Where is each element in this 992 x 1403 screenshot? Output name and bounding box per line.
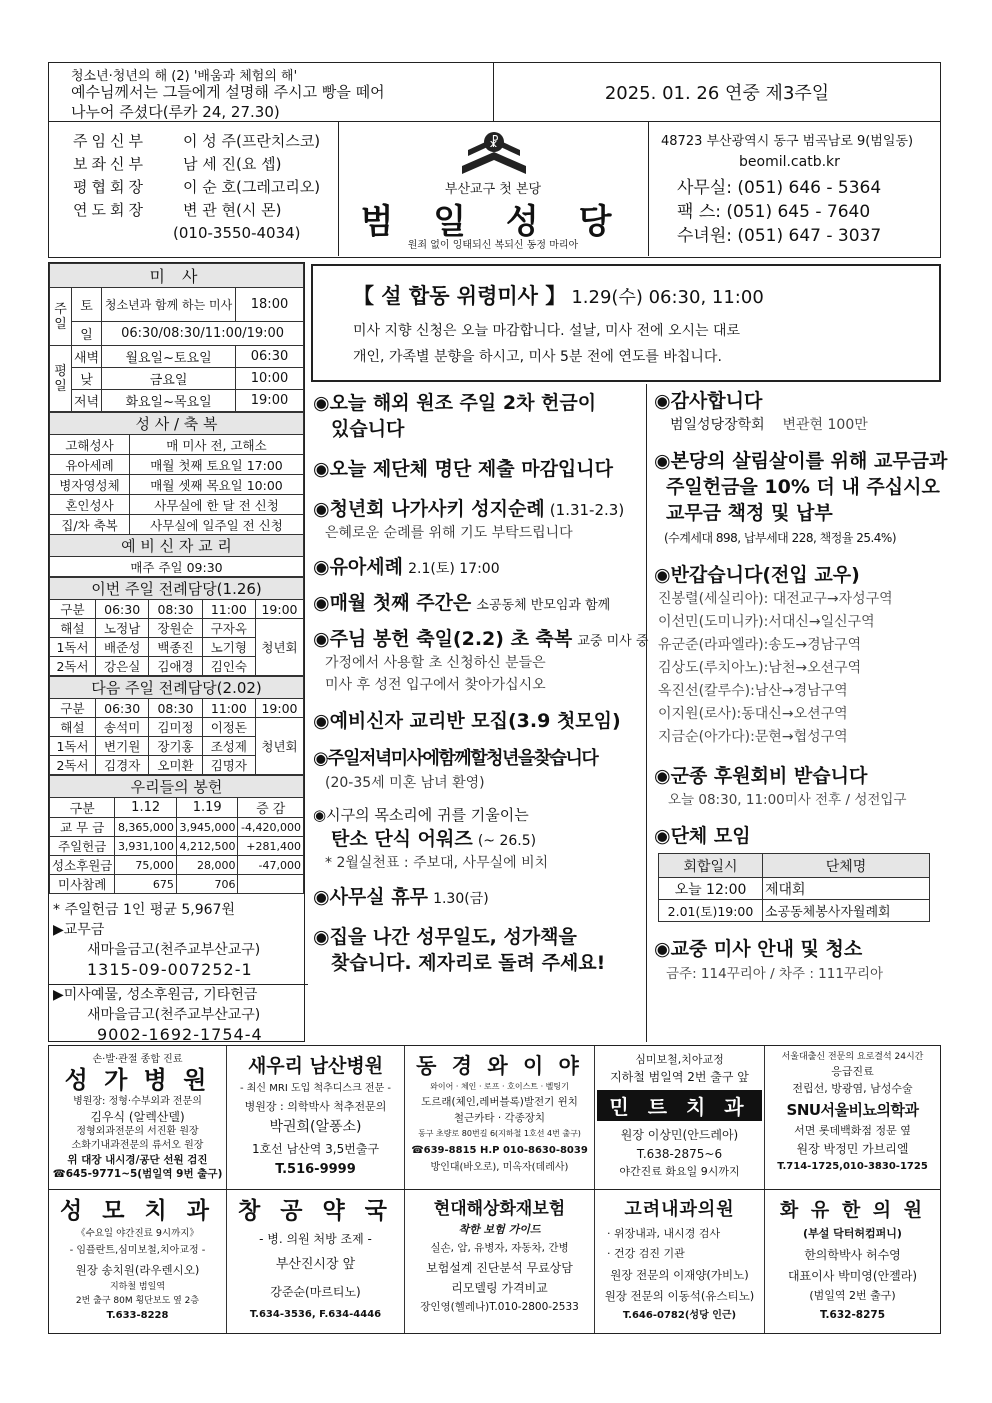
ad-line: 정형외과전문의 서진환 원장 — [76, 1126, 199, 1137]
staff-row: 주임신부 이 성 주(프란치스코) — [73, 132, 321, 150]
liturgy-next-title: 다음 주일 전례담당(2.02) — [50, 677, 304, 699]
feature-body: 미사 지향 신청은 오늘 마감합니다. 설날, 미사 전에 오시는 대로 — [353, 323, 741, 339]
news-left-column — [311, 384, 647, 1042]
fax-number: 팩 스: (051) 645 - 7640 — [677, 202, 871, 222]
address: 48723 부산광역시 동구 범곡남로 9(범일동) — [661, 134, 914, 149]
new-members-list — [654, 588, 941, 749]
ad-line: · 위장내과, 내시경 검사 — [607, 1227, 721, 1240]
ad-line: 위 대장 내시경/공단 선원 검진 — [67, 1154, 208, 1166]
contact-block — [649, 122, 940, 256]
saturday-time: 18:00 — [236, 288, 304, 322]
feature-when: 1.29(수) 06:30, 11:00 — [571, 287, 764, 308]
ad-line: 강준순(마르티노) — [270, 1285, 361, 1299]
bank-label: ▶교무금 — [53, 922, 105, 938]
table-cell: 김경자 — [96, 756, 149, 775]
col-header: 19:00 — [256, 699, 304, 718]
col-header: 구분 — [50, 798, 115, 818]
days: 화요일~목요일 — [102, 390, 236, 412]
motto-box — [49, 63, 494, 121]
notice-heading: ◉감사합니다 — [654, 390, 763, 412]
table-cell: 해설 — [50, 718, 96, 737]
table-cell: 1독서 — [50, 638, 96, 657]
notice-sub: (~ 26.5) — [477, 833, 537, 849]
thanks-org: 범일성당장학회 — [670, 417, 765, 433]
ad-name: 성 모 치 과 — [60, 1198, 215, 1224]
verse-ref: 나누어 주셨다(루카 24, 27.30) — [71, 103, 280, 121]
table-cell: 675 — [115, 875, 177, 894]
ads-row-1 — [48, 1045, 941, 1190]
table-cell: 강은실 — [96, 657, 149, 676]
ad-line: 철근카타 · 각종장치 — [453, 1112, 546, 1124]
ad-name: 고려내과의원 — [624, 1199, 735, 1220]
ad-line: 와이어 · 체인 · 로프 · 호이스트 · 벨팅기 — [430, 1082, 569, 1091]
notice-heading: ◉청년회 나가사키 성지순례 — [313, 498, 545, 520]
table-cell: 미사참례 — [50, 875, 115, 894]
time: 06:30 — [236, 346, 304, 368]
ad-line: 심미보철,치아교정 — [635, 1053, 724, 1066]
table-cell: 제대회 — [763, 878, 930, 900]
col-header: 08:30 — [149, 699, 202, 718]
notice-body: 가정에서 사용할 초 신청하신 분들은 — [325, 655, 546, 671]
time: 19:00 — [236, 390, 304, 412]
table-cell: 구자옥 — [202, 619, 255, 638]
table-cell: 백종진 — [149, 638, 202, 657]
notice-heading: ◉시구의 목소리에 귀를 기울이는 — [313, 806, 529, 824]
notice-heading: ◉오늘 해외 원조 주일 2차 헌금이 — [313, 392, 597, 414]
col-header: 08:30 — [149, 600, 202, 619]
slot: 새벽 — [72, 346, 102, 368]
catechumen-time: 매주 주일 09:30 — [50, 557, 304, 577]
table-cell: 배준성 — [96, 638, 149, 657]
staff-row: 평협회장 이 순 호(그레고리오) — [73, 178, 321, 196]
ad-line: 박권희(알퐁소) — [269, 1119, 362, 1135]
left-column — [48, 262, 305, 1042]
ad-line: (범일역 2번 출구) — [809, 1289, 896, 1302]
col-header: 1.19 — [176, 798, 238, 818]
bank-info — [49, 894, 304, 1045]
ad-line: 전립선, 방광염, 남성수술 — [792, 1082, 913, 1095]
feature-heading — [353, 280, 764, 310]
sacrament-desc: 매 미사 전, 고해소 — [130, 435, 304, 455]
col-header: 11:00 — [202, 699, 255, 718]
col-header: 06:30 — [96, 600, 149, 619]
table-cell: 성소후원금 — [50, 856, 115, 875]
ad-line: 손·발·관절 종합 진료 — [92, 1054, 183, 1065]
bank-label: ▶미사예물, 성소후원금, 기타헌금 — [49, 984, 308, 1005]
table-cell: 3,945,000 — [176, 818, 238, 837]
col-header: 11:00 — [202, 600, 255, 619]
ad-line: 응급진료 — [831, 1065, 874, 1078]
notice-sub: 1.30(금) — [433, 891, 489, 907]
ad-line: 방인대(바오로), 미옥자(데레사) — [430, 1162, 569, 1173]
ad-mint-dental — [595, 1046, 765, 1189]
ad-name: SNU서울비뇨의학과 — [786, 1101, 919, 1119]
liturgy-next-week-table — [49, 676, 304, 775]
notice-heading: ◉주님 봉헌 축일(2.2) 초 축복 — [313, 628, 573, 650]
ad-changgong-pharmacy — [227, 1190, 405, 1333]
table-cell: 김인숙 — [202, 657, 255, 676]
table-cell: 조성제 — [202, 737, 255, 756]
table-cell: 1독서 — [50, 737, 96, 756]
ad-seongmo-dental — [49, 1190, 227, 1333]
notice-heading: 찾습니다. 제자리로 돌려 주세요! — [331, 952, 606, 974]
ad-line: ☎639-8815 H.P 010-8630-8039 — [411, 1145, 588, 1156]
patron-saint: 원죄 없이 잉태되신 복되신 동정 마리아 — [407, 240, 579, 251]
notice-sub: 교중 미사 중 — [577, 634, 649, 649]
notice-heading: 교무금 책정 및 납부 — [666, 502, 833, 524]
table-cell: 4,212,500 — [176, 837, 238, 856]
church-header — [48, 122, 941, 258]
account-number: 9002-1692-1754-4 — [97, 1025, 263, 1044]
table-cell: 소공동체봉사자월례회 — [763, 900, 930, 922]
table-cell: 노기형 — [202, 638, 255, 657]
ad-line: (부설 닥터허컴퍼니) — [803, 1227, 902, 1240]
ad-line: T.516-9999 — [275, 1162, 356, 1177]
table-cell: 송석미 — [96, 718, 149, 737]
feature-body: 개인, 가족별 분향을 하시고, 미사 5분 전에 연도를 바칩니다. — [353, 349, 722, 365]
days: 금요일 — [102, 368, 236, 390]
list-item: 이선민(도미니카):서대신→일신구역 — [658, 614, 875, 630]
sunday-day: 일 — [72, 322, 102, 346]
sacrament-desc: 사무실에 한 달 전 신청 — [130, 495, 304, 515]
top-banner — [48, 62, 941, 122]
notice-heading: ◉주일저녁미사에함께할청년을찾습니다 — [313, 748, 598, 769]
year-motto: 청소년·청년의 해 (2) '배움과 체험의 해' — [71, 69, 298, 84]
list-item: 옥진선(칼루수):남산→경남구역 — [658, 683, 848, 699]
col-header: 단체명 — [763, 854, 930, 878]
notice-sub: (1.31-2.3) — [549, 501, 625, 519]
notice-body: * 2월실천표 : 주보대, 사무실에 비치 — [325, 855, 549, 871]
ad-line: T.646-0782(성당 인근) — [622, 1310, 737, 1321]
ad-line: 지하철 범일역 2번 출구 앞 — [610, 1070, 749, 1084]
ad-line: ☎645-9771~5(범일역 9번 출구) — [52, 1168, 223, 1180]
table-cell: 김미정 — [149, 718, 202, 737]
ad-saewoori-hospital — [227, 1046, 405, 1189]
ad-line: T.633-8228 — [106, 1310, 169, 1321]
ad-name: 화 유 한 의 원 — [779, 1199, 926, 1221]
catechumen-title: 예 비 신 자 교 리 — [50, 535, 304, 557]
col-header: 06:30 — [96, 699, 149, 718]
ad-line: 원장 전문의 이동석(유스티노) — [604, 1289, 755, 1303]
sacrament-name: 고해성사 — [50, 435, 130, 455]
ad-line: 김우식 (알렉산델) — [90, 1110, 185, 1124]
col-header: 증 감 — [238, 798, 304, 818]
days: 월요일~토요일 — [102, 346, 236, 368]
notice-heading: ◉반갑습니다(전입 교우) — [654, 564, 860, 586]
sacrament-name: 유아세례 — [50, 455, 130, 475]
list-item: 유군준(라파엘라):송도→경남구역 — [658, 637, 862, 653]
convent-phone: 수녀원: (051) 647 - 3037 — [677, 226, 882, 246]
ad-goryeo-clinic — [595, 1190, 765, 1333]
sacrament-desc: 매월 셋째 목요일 10:00 — [130, 475, 304, 495]
list-item: 지금순(아가다):문현→협성구역 — [658, 729, 848, 745]
table-cell: 2독서 — [50, 657, 96, 676]
ad-line: 1호선 남산역 3,5번출구 — [251, 1142, 380, 1156]
verse-line: 예수님께서는 그들에게 설명해 주시고 빵을 떼어 — [71, 83, 385, 101]
slot: 낮 — [72, 368, 102, 390]
staff-row: 보좌신부 남 세 진(요 셉) — [73, 155, 282, 173]
notice-heading: ◉군종 후원회비 받습니다 — [654, 765, 868, 787]
table-cell: 김애경 — [149, 657, 202, 676]
ad-line: 착한 보험 가이드 — [458, 1223, 541, 1236]
tithe-stats: (수계세대 898, 납부세대 228, 책정율 25.4%) — [664, 531, 897, 545]
table-cell: 2.01(토)19:00 — [659, 900, 763, 922]
ads-row-2 — [48, 1190, 941, 1334]
table-cell: 노정남 — [96, 619, 149, 638]
list-item: 이지원(로사):동대신→오션구역 — [658, 706, 848, 722]
table-cell: 오늘 12:00 — [659, 878, 763, 900]
table-cell: 오미환 — [149, 756, 202, 775]
notice-heading: ◉본당의 살림살이를 위해 교무금과 — [654, 450, 948, 472]
ad-name: 민 트 치 과 — [597, 1090, 761, 1121]
bank-name: 새마을금고(천주교부산교구) — [87, 942, 261, 958]
ad-line: 병원장 : 의학박사 척추전문의 — [244, 1100, 387, 1113]
ad-donggyeong-wire — [405, 1046, 595, 1189]
sacrament-desc: 사무실에 일주일 전 신청 — [130, 515, 304, 535]
offering-title: 우리들의 봉헌 — [50, 776, 304, 798]
notice-body: 금주: 114꾸리아 / 차주 : 111꾸리아 — [666, 966, 884, 982]
notice-body: 오늘 08:30, 11:00미사 전후 / 성전입구 — [668, 792, 907, 808]
office-phone: 사무실: (051) 646 - 5364 — [677, 178, 882, 198]
table-cell — [238, 875, 304, 894]
ad-name: 현대해상화재보험 — [433, 1199, 566, 1219]
sacrament-name: 집/차 축복 — [50, 515, 130, 535]
ad-line: 원장 이상민(안드레아) — [620, 1128, 739, 1142]
table-cell: +281,400 — [238, 837, 304, 856]
ad-line: - 병. 의원 처방 조제 - — [259, 1232, 372, 1246]
notice-heading: ◉매월 첫째 주간은 — [313, 592, 472, 614]
ad-line: 지하철 범일역 — [109, 1282, 166, 1292]
notice-heading: ◉사무실 휴무 — [313, 886, 428, 908]
ad-line: T.634-3536, F.634-4446 — [249, 1309, 382, 1320]
ad-seongga-hospital — [49, 1046, 227, 1189]
bank-name: 새마을금고(천주교부산교구) — [87, 1007, 261, 1023]
list-item: 진봉렬(세실리아): 대전교구→자성구역 — [658, 591, 893, 607]
ad-line: 2번 출구 80M 횡단보도 옆 2층 — [75, 1296, 200, 1306]
list-item: 김상도(루치아노):남천→오션구역 — [658, 660, 862, 676]
table-cell: 75,000 — [115, 856, 177, 875]
notice-heading: 탄소 단식 어워즈 — [331, 828, 473, 850]
staff-phone: (010-3550-4034) — [173, 224, 301, 242]
saturday-label: 토 — [72, 288, 102, 322]
notice-sub: 소공동체 반모임과 함께 — [476, 598, 611, 613]
staff-list — [49, 122, 339, 256]
table-cell: 변기원 — [96, 737, 149, 756]
notice-heading: ◉단체 모임 — [654, 825, 751, 847]
sacrament-name: 혼인성사 — [50, 495, 130, 515]
ad-line: 병원장: 정형·수부외과 전문의 — [73, 1096, 202, 1107]
notice-sub: 2.1(토) 17:00 — [408, 561, 500, 577]
sunday-times: 06:30/08:30/11:00/19:00 — [102, 322, 304, 346]
feature-title: 【 설 합동 위령미사 】 — [353, 284, 567, 308]
ad-line: 《수요일 야간진료 9시까지》 — [76, 1228, 199, 1239]
sacraments-title: 성 사 / 축 복 — [50, 413, 304, 435]
ad-line: 장인영(헬레나)T.010-2800-2533 — [420, 1301, 579, 1313]
sacrament-desc: 매월 첫째 토요일 17:00 — [130, 455, 304, 475]
table-cell: 2독서 — [50, 756, 96, 775]
ad-line: 원장 송치원(라우렌시오) — [75, 1263, 200, 1277]
ad-line: T.638-2875~6 — [636, 1147, 723, 1161]
table-cell: 706 — [176, 875, 238, 894]
ad-hwayu-clinic — [765, 1190, 940, 1333]
church-title-block — [339, 122, 649, 256]
news-right-column — [650, 384, 948, 1042]
time: 10:00 — [236, 368, 304, 390]
liturgy-this-week-table — [49, 577, 304, 676]
ad-line: 대표이사 박미영(안젤라) — [787, 1269, 918, 1283]
weekday-label: 평일 — [50, 346, 72, 412]
sacraments-table — [49, 412, 304, 577]
ad-line: 한의학박사 허수영 — [804, 1248, 901, 1262]
notice-body: 은혜로운 순례를 위해 기도 부탁드립니다 — [325, 525, 573, 541]
ad-line: 보험설계 진단분석 무료상담 — [426, 1261, 573, 1275]
ad-line: 동구 초량로 80번길 6(지하철 1호선 4번 출구) — [418, 1129, 581, 1138]
notice-heading: 주일헌금을 10% 더 내 주십시오 — [666, 476, 940, 498]
notice-body: (20-35세 미혼 남녀 환영) — [325, 775, 485, 791]
sunday-label: 주일 — [50, 288, 72, 346]
col-header: 회합일시 — [659, 854, 763, 878]
ad-line: 소화기내과전문의 류서오 원장 — [71, 1140, 204, 1151]
website-link[interactable]: beomil.catb.kr — [739, 154, 840, 170]
notice-heading: ◉오늘 제단체 명단 제출 마감입니다 — [313, 458, 613, 480]
ad-line: 도르래(체인,레버블록)발전기 윈치 — [421, 1096, 578, 1108]
ad-hyundai-insurance — [405, 1190, 595, 1333]
notice-body: 미사 후 성전 입구에서 찾아가십시오 — [325, 677, 546, 693]
sacrament-name: 병자영성체 — [50, 475, 130, 495]
table-cell: -4,420,000 — [238, 818, 304, 837]
ad-line: 야간진료 화요일 9시까지 — [619, 1165, 740, 1178]
notice-heading: 있습니다 — [331, 418, 405, 440]
ad-line: 부산진시장 앞 — [275, 1257, 356, 1272]
church-name: 범 일 성 당 — [360, 202, 626, 242]
ad-name: 동 경 와 이 야 — [416, 1054, 583, 1078]
diocese-label: 부산교구 첫 본당 — [444, 182, 542, 197]
ad-line: 원장 박정민 가브리엘 — [796, 1142, 909, 1156]
mass-title: 미 사 — [50, 264, 304, 288]
youth-group: 청년회 — [256, 718, 304, 775]
table-cell: -47,000 — [238, 856, 304, 875]
svg-text:☧: ☧ — [488, 136, 500, 151]
chi-rho-logo-icon — [454, 128, 534, 178]
group-meeting-table — [658, 853, 930, 922]
youth-group: 청년회 — [256, 619, 304, 676]
ad-line: · 건강 검진 기관 — [607, 1247, 685, 1260]
table-cell: 장기홍 — [149, 737, 202, 756]
liturgy-this-title: 이번 주일 전례담당(1.26) — [50, 578, 304, 600]
avg-offering: * 주일헌금 1인 평균 5,967원 — [53, 902, 235, 918]
table-cell: 교 무 금 — [50, 818, 115, 837]
ad-line: 리모델링 가격비교 — [451, 1281, 548, 1295]
ad-line: T.714-1725,010-3830-1725 — [777, 1161, 928, 1172]
table-cell: 김명자 — [202, 756, 255, 775]
ad-line: 원장 전문의 이재양(가비노) — [610, 1268, 749, 1282]
col-header: 구분 — [50, 600, 96, 619]
ad-snu-urology — [765, 1046, 940, 1189]
table-cell: 28,000 — [176, 856, 238, 875]
notice-heading: ◉유아세례 — [313, 556, 403, 578]
mass-schedule-table — [49, 263, 304, 412]
ad-line: 서울대출신 전문의 요로결석 24시간 — [781, 1052, 924, 1062]
saturday-desc: 청소년과 함께 하는 미사 — [102, 288, 236, 322]
notice-heading: ◉집을 나간 성무일도, 성가책을 — [313, 926, 577, 948]
notice-heading: ◉교중 미사 안내 및 청소 — [654, 938, 863, 960]
slot: 저녁 — [72, 390, 102, 412]
ad-line: 서면 롯데백화점 정문 옆 — [794, 1124, 911, 1137]
offering-table — [49, 775, 304, 894]
table-cell: 주일헌금 — [50, 837, 115, 856]
ad-name: 성 가 병 원 — [64, 1066, 211, 1094]
notice-heading: ◉예비신자 교리반 모집(3.9 첫모임) — [313, 710, 621, 732]
feature-box — [311, 264, 941, 382]
ad-name: 새우리 남산병원 — [247, 1055, 384, 1077]
staff-row: 연도회장 변 관 현(시 몬) — [73, 201, 282, 219]
col-header: 구분 — [50, 699, 96, 718]
col-header: 19:00 — [256, 600, 304, 619]
table-cell: 해설 — [50, 619, 96, 638]
ad-name: 창 공 약 국 — [238, 1198, 393, 1224]
ad-line: - 최신 MRI 도입 척추디스크 전문 - — [239, 1083, 392, 1094]
ad-line: 실손, 암, 유병자, 자동차, 간병 — [430, 1242, 569, 1254]
thanks-amount: 변관현 100만 — [782, 417, 868, 433]
table-cell: 3,931,100 — [115, 837, 177, 856]
bulletin-date: 2025. 01. 26 연중 제3주일 — [604, 83, 830, 104]
table-cell: 장원순 — [149, 619, 202, 638]
account-number: 1315-09-007252-1 — [87, 960, 253, 979]
col-header: 1.12 — [115, 798, 177, 818]
table-cell: 8,365,000 — [115, 818, 177, 837]
ad-line: - 임플란트,심미보철,치아교정 - — [69, 1245, 206, 1256]
table-cell: 이정돈 — [202, 718, 255, 737]
ad-line: T.632-8275 — [819, 1309, 886, 1321]
